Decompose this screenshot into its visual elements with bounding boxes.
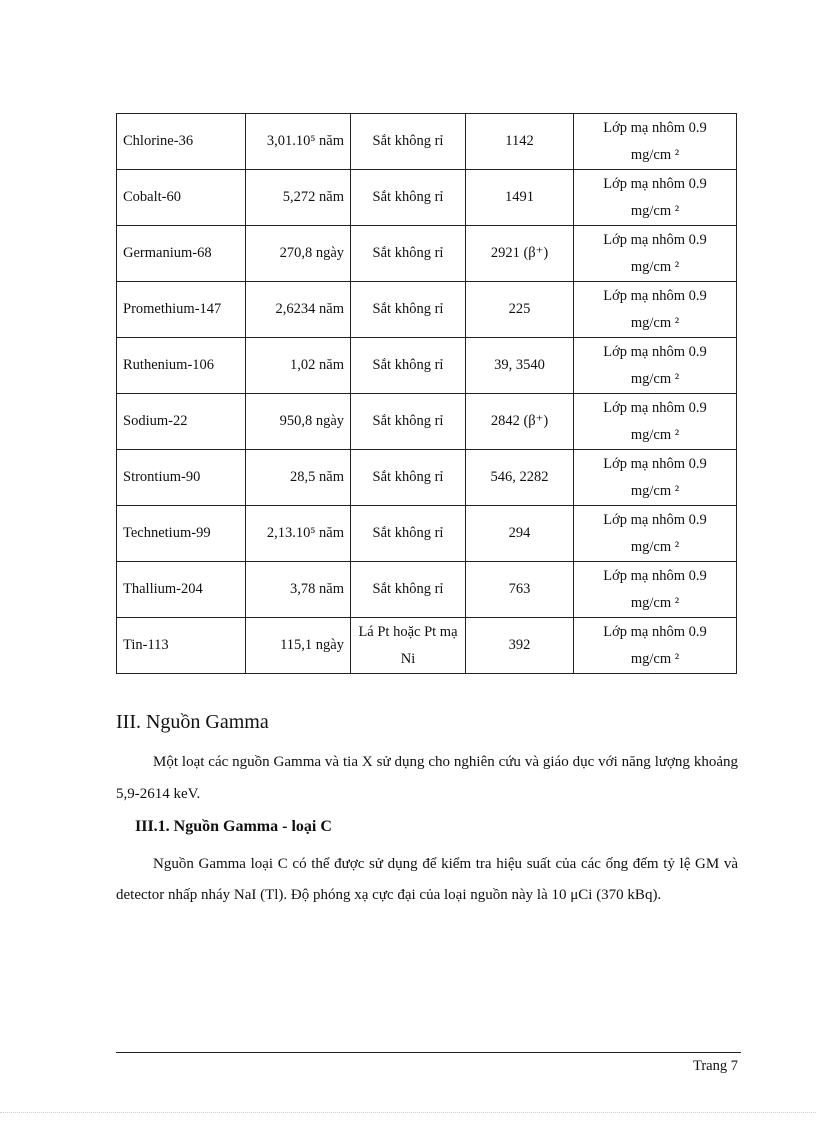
table-row [117,618,737,674]
isotope-cell: Cobalt-60 [117,170,246,226]
table-row [117,114,737,170]
table-row [117,562,737,618]
coating-line-1: Lớp mạ nhôm 0.9 [603,399,707,416]
coating-line-2: mg/cm ² [630,538,680,555]
energy-cell: 39, 3540 [466,338,574,394]
isotope-cell: Ruthenium-106 [117,338,246,394]
material-cell: Sắt không rỉ [351,506,466,562]
half-life-cell: 3,01.10⁵ năm [246,114,351,170]
coating-cell [574,506,737,562]
material-cell: Sắt không rỉ [351,394,466,450]
subsection-paragraph: Nguồn Gamma loại C có thể được sử dụng để kiểm tra hiệu suất của các ống đếm tỷ lệ GM và detector nhấp nháy NaI (Tl). Độ phóng xạ cực đại của loại nguồn này là 10 μCi (370 kBq). [116,856,738,903]
table-row [117,226,737,282]
coating-cell [574,226,737,282]
table-row [117,170,737,226]
material-cell: Sắt không rỉ [351,114,466,170]
coating-cell [574,450,737,506]
half-life-cell: 115,1 ngày [246,618,351,674]
coating-cell [574,338,737,394]
coating-line-2: mg/cm ² [630,370,680,387]
coating-line-2: mg/cm ² [630,650,680,667]
coating-line-2: mg/cm ² [630,594,680,611]
table-row [117,450,737,506]
material-cell: Sắt không rỉ [351,226,466,282]
half-life-cell: 2,6234 năm [246,282,351,338]
isotope-cell: Strontium-90 [117,450,246,506]
energy-cell: 763 [466,562,574,618]
coating-line-2: mg/cm ² [630,146,680,163]
coating-line-2: mg/cm ² [630,202,680,219]
isotope-sources-table [116,113,737,674]
material-cell: Sắt không rỉ [351,170,466,226]
half-life-cell: 1,02 năm [246,338,351,394]
coating-line-1: Lớp mạ nhôm 0.9 [603,623,707,640]
coating-line-1: Lớp mạ nhôm 0.9 [603,455,707,472]
half-life-cell: 2,13.10⁵ năm [246,506,351,562]
coating-line-2: mg/cm ² [630,426,680,443]
coating-cell [574,394,737,450]
table-row [117,338,737,394]
coating-cell [574,618,737,674]
isotope-cell: Thallium-204 [117,562,246,618]
isotope-cell: Sodium-22 [117,394,246,450]
material-cell: Sắt không rỉ [351,338,466,394]
section-paragraph: Một loạt các nguồn Gamma và tia X sử dụng cho nghiên cứu và giáo dục với năng lượng khoảng 5,9-2614 keV. [116,754,738,802]
coating-line-1: Lớp mạ nhôm 0.9 [603,511,707,528]
energy-cell: 225 [466,282,574,338]
coating-line-2: mg/cm ² [630,482,680,499]
coating-line-1: Lớp mạ nhôm 0.9 [603,119,707,136]
energy-cell: 1491 [466,170,574,226]
half-life-cell: 950,8 ngày [246,394,351,450]
footer-rule [116,1052,741,1053]
subsection-heading: III.1. Nguồn Gamma - loại C [135,818,332,835]
coating-cell [574,282,737,338]
table-row [117,282,737,338]
isotope-cell: Germanium-68 [117,226,246,282]
coating-line-2: mg/cm ² [630,258,680,275]
material-cell: Lá Pt hoặc Pt mạ Ni [351,618,466,674]
coating-line-2: mg/cm ² [630,314,680,331]
coating-line-1: Lớp mạ nhôm 0.9 [603,175,707,192]
isotope-cell: Technetium-99 [117,506,246,562]
coating-line-1: Lớp mạ nhôm 0.9 [603,567,707,584]
coating-cell [574,562,737,618]
coating-cell [574,170,737,226]
material-cell: Sắt không rỉ [351,450,466,506]
half-life-cell: 270,8 ngày [246,226,351,282]
half-life-cell: 28,5 năm [246,450,351,506]
table-row [117,506,737,562]
table-row [117,394,737,450]
section-heading: III. Nguồn Gamma [116,711,269,733]
half-life-cell: 3,78 năm [246,562,351,618]
energy-cell: 294 [466,506,574,562]
coating-cell [574,114,737,170]
isotope-cell: Chlorine-36 [117,114,246,170]
energy-cell: 2842 (β⁺) [466,394,574,450]
coating-line-1: Lớp mạ nhôm 0.9 [603,287,707,304]
page-number: Trang 7 [693,1058,738,1074]
page-edge-divider [0,1112,816,1113]
material-cell: Sắt không rỉ [351,282,466,338]
energy-cell: 546, 2282 [466,450,574,506]
energy-cell: 2921 (β⁺) [466,226,574,282]
isotope-cell: Tin-113 [117,618,246,674]
coating-line-1: Lớp mạ nhôm 0.9 [603,343,707,360]
isotope-cell: Promethium-147 [117,282,246,338]
material-cell: Sắt không rỉ [351,562,466,618]
energy-cell: 1142 [466,114,574,170]
half-life-cell: 5,272 năm [246,170,351,226]
energy-cell: 392 [466,618,574,674]
coating-line-1: Lớp mạ nhôm 0.9 [603,231,707,248]
